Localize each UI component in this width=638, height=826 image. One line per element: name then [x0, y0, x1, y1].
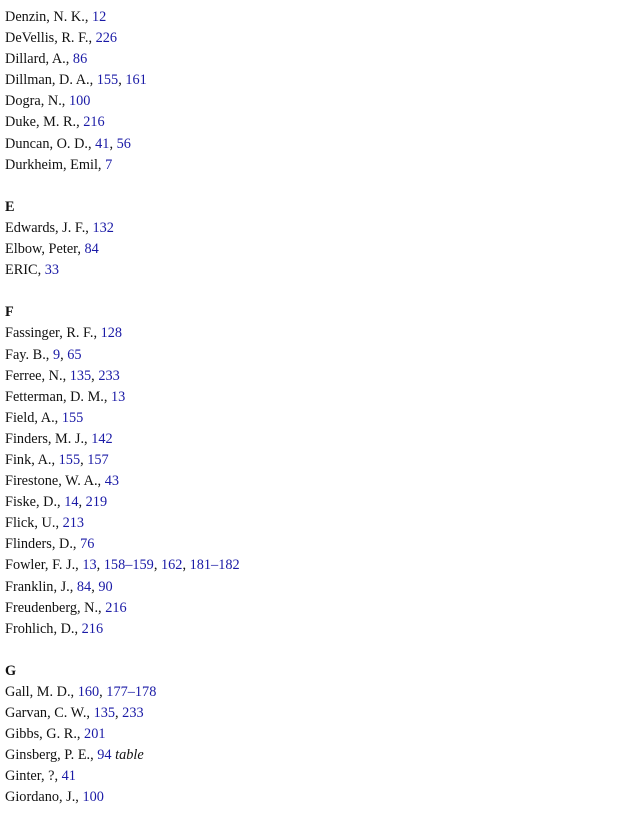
- entry-separator: ,: [84, 9, 92, 25]
- page-separator: ,: [60, 346, 68, 363]
- page-separator: ,: [118, 72, 126, 89]
- page-link[interactable]: 100: [82, 789, 104, 806]
- entry-name: Duncan, O. D.: [5, 135, 88, 152]
- page-link[interactable]: 213: [62, 515, 85, 532]
- entry-name: Garvan, C. W.: [5, 705, 87, 722]
- index-entry: [5, 555, 240, 576]
- page-link[interactable]: 135: [69, 367, 92, 384]
- page-link[interactable]: 181–182: [189, 557, 240, 574]
- page-link[interactable]: 160: [77, 684, 100, 700]
- page-link[interactable]: 41: [61, 768, 76, 785]
- index-entry: [5, 218, 240, 239]
- entry-separator: ,: [87, 135, 96, 152]
- section-heading-g: G: [5, 662, 17, 679]
- entry-separator: ,: [45, 346, 53, 363]
- entry-name: Fay. B.: [5, 346, 46, 363]
- section-heading-f: F: [5, 304, 14, 321]
- page-link[interactable]: 9: [52, 346, 61, 363]
- page-separator: ,: [91, 578, 99, 595]
- page-link[interactable]: 216: [81, 620, 104, 637]
- page-link[interactable]: 128: [100, 325, 123, 342]
- entry-name: Firestone, W. A.: [5, 473, 98, 490]
- entry-name: Edwards, J. F.: [5, 219, 86, 236]
- index-entry: [5, 492, 240, 513]
- index-entry: [5, 513, 240, 534]
- entry-name: Fetterman, D. M.: [5, 388, 104, 405]
- entry-separator: ,: [57, 494, 65, 511]
- entry-name: Dillard, A.: [5, 51, 66, 68]
- entry-separator: ,: [65, 51, 73, 68]
- entry-separator: ,: [54, 768, 62, 785]
- entry-separator: ,: [86, 705, 94, 722]
- entry-separator: ,: [85, 219, 93, 236]
- index-entry: [5, 323, 240, 344]
- index-entry: [5, 7, 240, 28]
- page-link[interactable]: 216: [83, 114, 105, 131]
- page-link[interactable]: 43: [104, 473, 119, 490]
- page-link[interactable]: 84: [84, 241, 99, 258]
- index-entry: [5, 450, 240, 471]
- page-link[interactable]: 216: [105, 599, 127, 616]
- entry-separator: ,: [97, 156, 106, 173]
- entry-name: Elbow, Peter: [5, 241, 78, 258]
- entry-separator: ,: [97, 473, 105, 490]
- page-link[interactable]: 162: [160, 557, 183, 574]
- entry-separator: ,: [76, 726, 85, 743]
- page-separator: ,: [91, 367, 99, 384]
- entry-name: Gall, M. D.: [5, 684, 71, 700]
- entry-name: Fink, A.: [5, 451, 52, 468]
- page-separator: ,: [99, 684, 107, 700]
- index-entry: [5, 112, 240, 133]
- index-entry: [5, 134, 240, 155]
- index-entry: [5, 28, 240, 49]
- entry-separator: ,: [77, 241, 85, 258]
- page-link[interactable]: 13: [82, 557, 97, 574]
- page-link[interactable]: 41: [95, 135, 110, 152]
- page-link[interactable]: 201: [84, 726, 106, 743]
- page-link[interactable]: 86: [72, 51, 88, 68]
- page-link[interactable]: 219: [85, 494, 108, 511]
- page-link[interactable]: 155: [96, 72, 119, 89]
- index-entry: [5, 745, 240, 766]
- page-link[interactable]: 65: [67, 346, 82, 363]
- section-heading-e: E: [5, 198, 15, 215]
- page-separator: ,: [96, 557, 104, 574]
- index-entry: [5, 260, 240, 281]
- entry-separator: ,: [69, 578, 77, 595]
- page-link[interactable]: 226: [95, 30, 118, 47]
- page-link[interactable]: 100: [68, 93, 91, 110]
- entry-separator: ,: [62, 367, 70, 384]
- page-link[interactable]: 14: [64, 494, 79, 511]
- entry-name: ERIC: [5, 262, 38, 279]
- entry-name: Duke, M. R.: [5, 114, 77, 131]
- index-entry: [5, 598, 240, 619]
- index-entry: [5, 91, 240, 112]
- entry-name: Franklin, J.: [5, 578, 70, 595]
- page-link[interactable]: 157: [87, 451, 109, 468]
- entry-separator: ,: [76, 114, 84, 131]
- page-link[interactable]: 155: [58, 451, 81, 468]
- page-separator: ,: [182, 557, 190, 574]
- entry-name: Frohlich, D.: [5, 620, 75, 637]
- entry-separator: ,: [75, 789, 83, 806]
- index-entry: [5, 70, 240, 91]
- page-link[interactable]: 94: [97, 747, 112, 764]
- entry-name: Fassinger, R. F.: [5, 325, 94, 342]
- page-separator: ,: [115, 705, 123, 722]
- entry-separator: ,: [89, 72, 97, 89]
- section-spacer: [5, 281, 240, 302]
- entry-separator: ,: [54, 409, 62, 426]
- index-entry: [5, 577, 240, 598]
- author-index: [5, 7, 240, 809]
- entry-separator: ,: [93, 325, 101, 342]
- index-entry: [5, 619, 240, 640]
- entry-name: Dogra, N.: [5, 93, 62, 110]
- entry-separator: ,: [75, 557, 83, 574]
- entry-separator: ,: [37, 262, 45, 279]
- page-link[interactable]: 12: [91, 9, 107, 25]
- index-entry: [5, 155, 240, 176]
- entry-note: table: [115, 747, 144, 764]
- index-entry: [5, 787, 240, 808]
- entry-name: Flinders, D.: [5, 536, 73, 553]
- index-entry: [5, 49, 240, 70]
- index-entry: [5, 429, 240, 450]
- page-link[interactable]: 158–159: [103, 557, 154, 574]
- entry-separator: ,: [74, 620, 82, 637]
- entry-separator: ,: [70, 684, 78, 700]
- entry-separator: ,: [90, 747, 98, 764]
- index-entry: [5, 239, 240, 260]
- entry-name: DeVellis, R. F.: [5, 30, 89, 47]
- index-entry: [5, 766, 240, 787]
- index-entry: [5, 682, 240, 703]
- entry-name: Freudenberg, N.: [5, 599, 99, 616]
- page-link[interactable]: 76: [80, 536, 95, 553]
- section-spacer: [5, 640, 240, 661]
- page-link[interactable]: 56: [116, 135, 131, 152]
- index-entry: [5, 408, 240, 429]
- page-separator: ,: [109, 135, 117, 152]
- index-entry: [5, 387, 240, 408]
- entry-name: Fowler, F. J.: [5, 557, 76, 574]
- entry-separator: ,: [88, 30, 96, 47]
- page-separator: ,: [78, 494, 86, 511]
- entry-separator: ,: [72, 536, 81, 553]
- entry-name: Gibbs, G. R.: [5, 726, 77, 743]
- page-link[interactable]: 135: [93, 705, 116, 722]
- entry-separator: ,: [103, 388, 112, 405]
- page-link[interactable]: 132: [92, 219, 114, 236]
- page-link[interactable]: 7: [105, 156, 113, 173]
- page-separator: ,: [153, 557, 161, 574]
- section-spacer: [5, 176, 240, 197]
- entry-separator: ,: [84, 430, 92, 447]
- page-link[interactable]: 233: [122, 705, 144, 722]
- page-link[interactable]: 177–178: [106, 684, 157, 700]
- page-separator: ,: [80, 451, 88, 468]
- page-link[interactable]: 13: [111, 388, 126, 405]
- page-link[interactable]: 161: [125, 72, 147, 89]
- index-entry: [5, 534, 240, 555]
- index-entry: [5, 724, 240, 745]
- page-link[interactable]: 233: [98, 367, 120, 384]
- index-entry: [5, 366, 240, 387]
- entry-name: Ferree, N.: [5, 367, 63, 384]
- entry-name: Durkheim, Emil: [5, 156, 98, 173]
- entry-separator: ,: [98, 599, 106, 616]
- entry-name: Field, A.: [5, 409, 55, 426]
- index-entry: [5, 471, 240, 492]
- entry-name: Ginsberg, P. E.: [5, 747, 91, 764]
- entry-name: Denzin, N. K.: [5, 9, 85, 25]
- entry-name: Finders, M. J.: [5, 430, 85, 447]
- entry-separator: ,: [55, 515, 63, 532]
- entry-name: Giordano, J.: [5, 789, 76, 806]
- page-link[interactable]: 84: [76, 578, 92, 595]
- page-link[interactable]: 142: [91, 430, 113, 447]
- entry-name: Dillman, D. A.: [5, 72, 90, 89]
- index-entry: [5, 703, 240, 724]
- page-link[interactable]: 155: [61, 409, 84, 426]
- index-entry: [5, 345, 240, 366]
- entry-name: Ginter, ?: [5, 768, 55, 785]
- page-link[interactable]: 33: [44, 262, 60, 279]
- page-link[interactable]: 90: [98, 578, 113, 595]
- entry-separator: ,: [51, 451, 59, 468]
- entry-name: Flick, U.: [5, 515, 56, 532]
- entry-separator: ,: [61, 93, 69, 110]
- entry-name: Fiske, D.: [5, 494, 58, 511]
